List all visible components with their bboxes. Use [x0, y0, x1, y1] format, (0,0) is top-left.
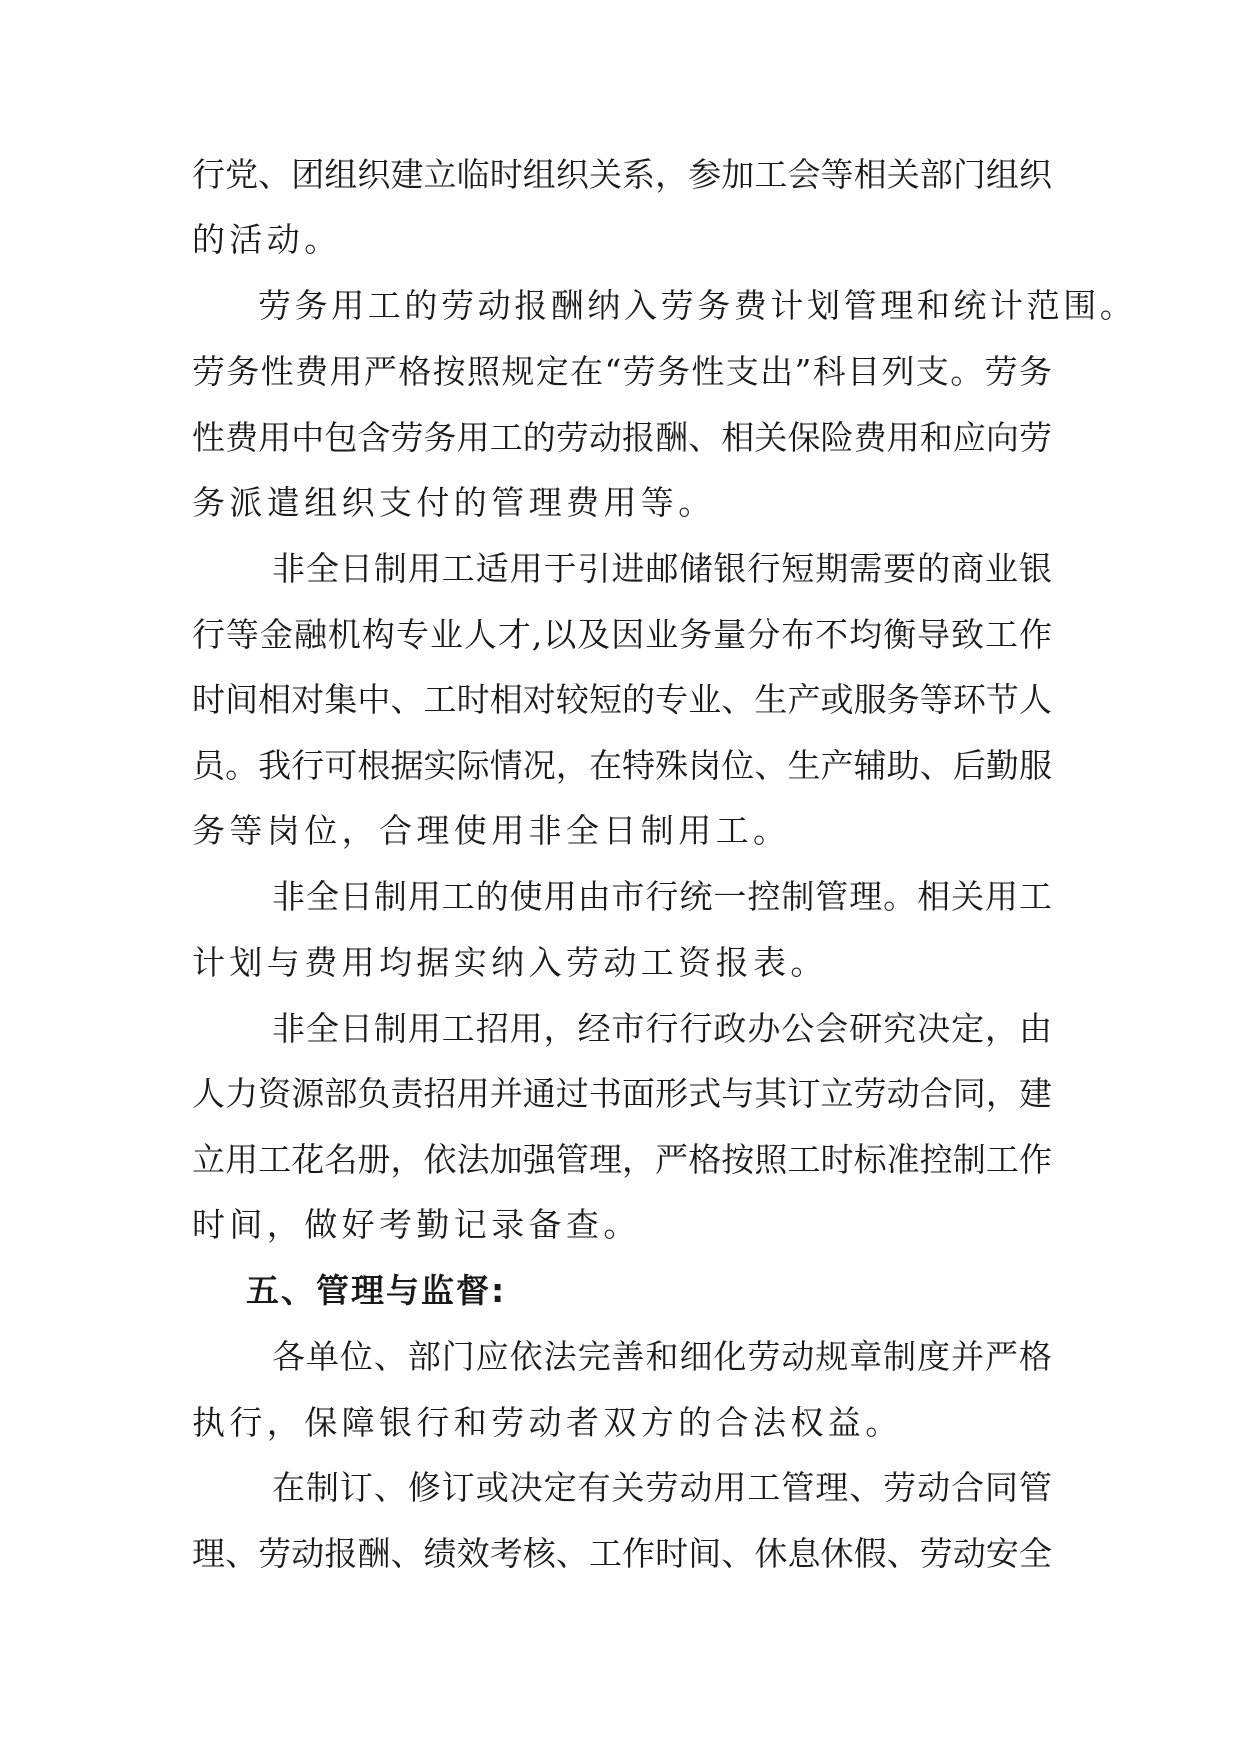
text-line: 理、劳动报酬、绩效考核、工作时间、休息休假、劳动安全 — [192, 1534, 1052, 1573]
text-line: 行党、团组织建立临时组织关系，参加工会等相关部门组织 — [192, 155, 1052, 194]
text-line: 时间，做好考勤记录备查。 — [192, 1205, 641, 1244]
text-line: 在制订、修订或决定有关劳动用工管理、劳动合同管 — [272, 1468, 1052, 1507]
text-line: 各单位、部门应依法完善和细化劳动规章制度并严格 — [272, 1337, 1052, 1376]
text-line: 非全日制用工的使用由市行统一控制管理。相关用工 — [272, 877, 1052, 916]
text-line: 人力资源部负责招用并通过书面形式与其订立劳动合同，建 — [192, 1074, 1052, 1113]
text-line: 立用工花名册，依法加强管理，严格按照工时标准控制工作 — [192, 1140, 1052, 1179]
text-line: 务派遣组织支付的管理费用等。 — [192, 483, 716, 522]
text-line: 计划与费用均据实纳入劳动工资报表。 — [192, 943, 828, 982]
text-line: 劳务用工的劳动报酬纳入劳务费计划管理和统计范围。 — [258, 286, 1137, 325]
text-line: 的活动。 — [192, 220, 342, 259]
text-line: 务等岗位，合理使用非全日制用工。 — [192, 811, 791, 850]
text-line: 执行，保障银行和劳动者双方的合法权益。 — [192, 1403, 903, 1442]
text-line: 劳务性费用严格按照规定在“劳务性支出”科目列支。劳务 — [192, 352, 1052, 391]
section-heading: 五、管理与监督: — [246, 1271, 507, 1310]
text-line: 行等金融机构专业人才,以及因业务量分布不均衡导致工作 — [192, 615, 1052, 654]
text-line: 性费用中包含劳务用工的劳动报酬、相关保险费用和应向劳 — [192, 418, 1052, 457]
text-line: 员。我行可根据实际情况，在特殊岗位、生产辅助、后勤服 — [192, 746, 1052, 785]
text-line: 非全日制用工招用，经市行行政办公会研究决定，由 — [272, 1009, 1052, 1048]
text-line: 时间相对集中、工时相对较短的专业、生产或服务等环节人 — [192, 680, 1052, 719]
text-line: 非全日制用工适用于引进邮储银行短期需要的商业银 — [272, 549, 1052, 588]
